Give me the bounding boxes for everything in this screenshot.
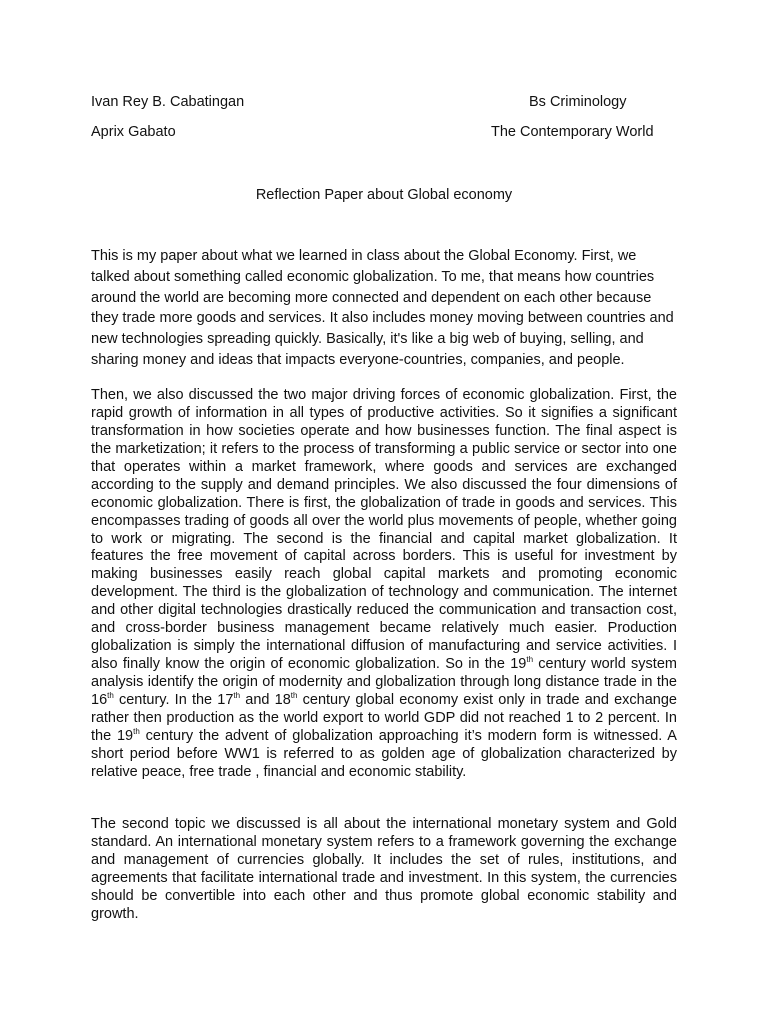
paragraph-text: Then, we also discussed the two major driving forces of economic globalization. First, the rapid growth of information in all types of productive activities. So it signifies a significant transformation in how societies operate and how businesses function. The final aspect is the marketization; it refers to the process of transforming a public service or sector into one that operates within a market framework, where goods and services are exchanged according to the supply and demand principles. We also discussed the four dimensions of economic globalization. There is first, the globalization of trade in goods and services. This encompasses trading of goods all over the world plus movements of people, whether going to work or migrating. The second is the financial and capital market globalization. It features the free movement of capital across borders. This is useful for investment by making businesses easily reach global capital markets and promoting economic development. The third is the globalization of technology and communication. The internet and other digital technologies drastically reduced the communication and transaction cost, and cross-border business management became relatively much easier. Production globalization is simply the international diffusion of manufacturing and service activities. I also finally know the origin of economic globalization. So in the 19	[91, 387, 677, 673]
paragraph-text: and 18	[240, 691, 291, 708]
paragraph-text: century the advent of globalization approaching it’s modern form is witnessed. A short period before WW1 is referred to as golden age of globalization characterized by relative peace, free trade , financial and economic stability.	[91, 727, 677, 780]
paragraph-text: century world system analysis identify the origin of modernity and globalization through long distance trade in the 16	[91, 656, 677, 708]
superscript-ordinal: th	[133, 726, 140, 736]
superscript-ordinal: th	[107, 690, 114, 700]
superscript-ordinal: th	[233, 690, 241, 700]
paragraph-text: century. In the 17	[113, 691, 234, 708]
course-name: Bs Criminology	[529, 94, 627, 110]
paragraph-monetary-system: The second topic we discussed is all about the international monetary system and Gold standard. An international monetary system refers to a framework governing the exchange and management of currencies globally. It includes the set of rules, institutions, and agreements that facilitate international trade and investment. In this system, the currencies should be convertible into each other and thus promote global economic stability and growth.	[91, 816, 677, 922]
paper-title: Reflection Paper about Global economy	[255, 187, 513, 203]
instructor-name: Aprix Gabato	[91, 124, 176, 140]
superscript-ordinal: th	[526, 655, 534, 665]
subject-name: The Contemporary World	[491, 124, 654, 140]
paragraph-driving-forces	[91, 387, 677, 782]
paragraph-intro: This is my paper about what we learned in class about the Global Economy. First, we talked about something called economic globalization. To me, that means how countries around the world are becoming more connected and dependent on each other because they trade more goods and services. It also includes money moving between countries and new technologies spreading quickly. Basically, it's like a big web of buying, selling, and sharing money and ideas that impacts everyone-countries, companies, and people.	[91, 248, 674, 368]
superscript-ordinal: th	[290, 690, 298, 700]
paragraph-text: century global economy exist only in trade and exchange rather then production as the world export to world GDP did not reached 1 to 2 percent. In the 19	[91, 691, 677, 744]
author-name: Ivan Rey B. Cabatingan	[91, 94, 245, 110]
